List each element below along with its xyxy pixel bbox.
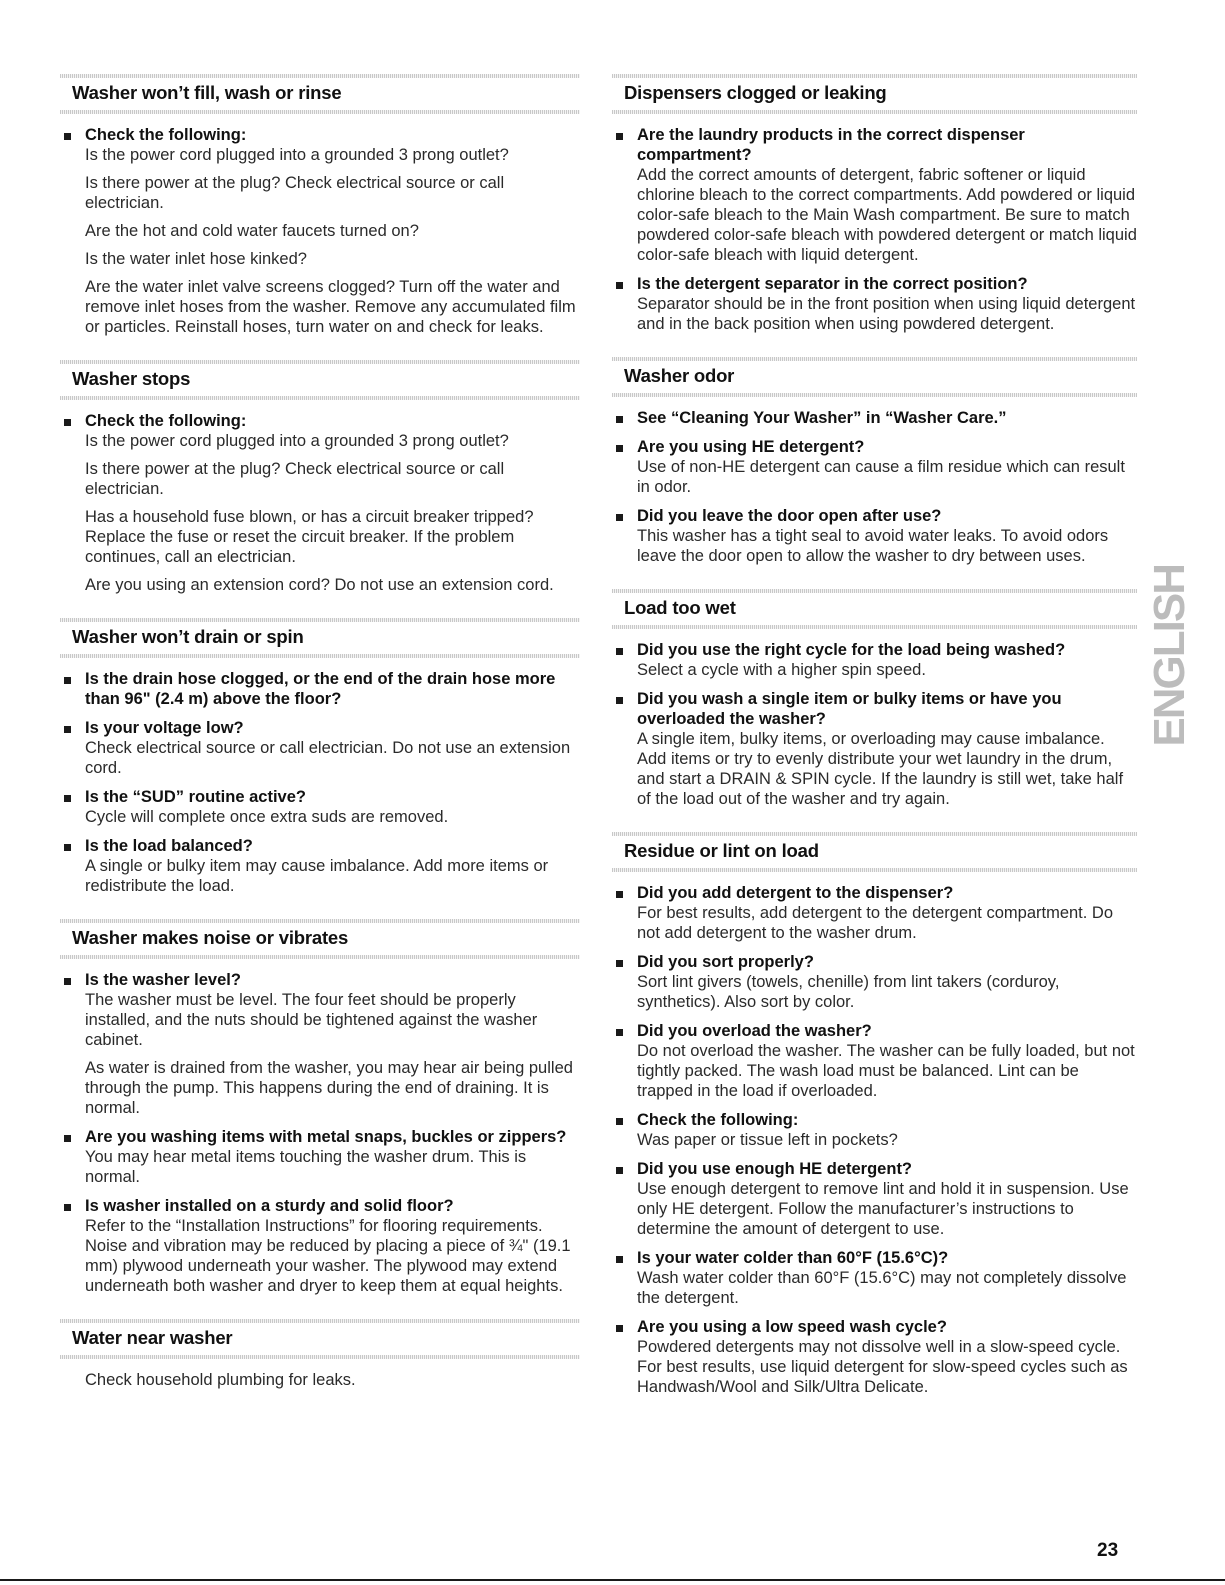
troubleshooting-section — [612, 74, 1137, 357]
list-item — [612, 1159, 1137, 1239]
troubleshooting-section — [60, 919, 580, 1319]
answer-text: Use enough detergent to remove lint and hold it in suspension. Use only HE detergent. Follow the manufacturer’s instructions to determine the amount of detergent to use. — [637, 1180, 1129, 1238]
bottom-rule — [0, 1579, 1225, 1581]
list-item — [612, 952, 1137, 1012]
answer-text: Has a household fuse blown, or has a circuit breaker tripped? Replace the fuse or reset the circuit breaker. If the problem continues, call an electrician. — [85, 508, 534, 566]
square-bullet-icon — [616, 133, 623, 140]
language-tab: ENGLISH — [1145, 565, 1194, 747]
section-heading: Washer makes noise or vibrates — [60, 919, 580, 955]
list-item — [612, 125, 1137, 265]
square-bullet-icon — [616, 282, 623, 289]
list-item — [612, 1317, 1137, 1397]
list-item — [60, 970, 580, 1118]
square-bullet-icon — [616, 1325, 623, 1332]
list-item — [612, 1248, 1137, 1308]
list-item — [60, 1127, 580, 1187]
square-bullet-icon — [64, 844, 71, 851]
list-item — [612, 1021, 1137, 1101]
troubleshooting-section — [612, 357, 1137, 589]
answer-text: For best results, add detergent to the detergent compartment. Do not add detergent to the washer drum. — [637, 904, 1114, 942]
answer-text: Do not overload the washer. The washer can be fully loaded, but not tightly packed. The wash load must be balanced. Lint can be trapped in the load if overloaded. — [637, 1042, 1135, 1100]
question-text: Is your water colder than 60°F (15.6°C)? — [637, 1249, 949, 1267]
list-item — [612, 689, 1137, 809]
plain-text: Check household plumbing for leaks. — [85, 1371, 356, 1389]
question-text: Check the following: — [637, 1111, 799, 1129]
list-item — [612, 437, 1137, 497]
answer-text: A single or bulky item may cause imbalance. Add more items or redistribute the load. — [85, 857, 549, 895]
question-text: Are the laundry products in the correct dispenser compartment? — [637, 126, 1025, 164]
question-text: Are you using a low speed wash cycle? — [637, 1318, 947, 1336]
answer-text: Select a cycle with a higher spin speed. — [637, 661, 926, 679]
square-bullet-icon — [616, 960, 623, 967]
answer-text: Sort lint givers (towels, chenille) from lint takers (corduroy, synthetics). Also sort by color. — [637, 973, 1060, 1011]
answer-text: Use of non-HE detergent can cause a film residue which can result in odor. — [637, 458, 1125, 496]
section-heading: Load too wet — [612, 589, 1137, 625]
section-heading: Washer won’t drain or spin — [60, 618, 580, 654]
question-text: Are you using HE detergent? — [637, 438, 865, 456]
list-item — [60, 125, 580, 337]
question-text: Did you overload the washer? — [637, 1022, 872, 1040]
answer-text: Are the hot and cold water faucets turned on? — [85, 222, 419, 240]
answer-text: Powdered detergents may not dissolve well in a slow-speed cycle. For best results, use liquid detergent for slow-speed cycles such as Handwash/Wool and Silk/Ultra Delicate. — [637, 1338, 1128, 1396]
square-bullet-icon — [616, 891, 623, 898]
answer-text: A single item, bulky items, or overloading may cause imbalance. Add items or try to evenly distribute your wet laundry in the drum, and start a DRAIN & SPIN cycle. If the laundry is still wet, take half of the load out of the washer and try again. — [637, 730, 1124, 808]
square-bullet-icon — [64, 1135, 71, 1142]
troubleshooting-section — [612, 832, 1137, 1420]
question-text: Did you use enough HE detergent? — [637, 1160, 913, 1178]
list-item — [612, 408, 1137, 428]
troubleshooting-section — [60, 360, 580, 618]
question-text: Is your voltage low? — [85, 719, 244, 737]
answer-text: Was paper or tissue left in pockets? — [637, 1131, 898, 1149]
square-bullet-icon — [64, 1204, 71, 1211]
section-heading: Residue or lint on load — [612, 832, 1137, 868]
section-heading: Washer odor — [612, 357, 1137, 393]
question-text: Is the washer level? — [85, 971, 241, 989]
question-text: Check the following: — [85, 126, 247, 144]
square-bullet-icon — [616, 514, 623, 521]
square-bullet-icon — [616, 697, 623, 704]
section-heading: Water near washer — [60, 1319, 580, 1355]
square-bullet-icon — [616, 1118, 623, 1125]
section-heading: Dispensers clogged or leaking — [612, 74, 1137, 110]
right-column — [612, 74, 1137, 1420]
square-bullet-icon — [616, 416, 623, 423]
troubleshooting-section — [60, 618, 580, 919]
list-item — [612, 274, 1137, 334]
answer-text: Wash water colder than 60°F (15.6°C) may not completely dissolve the detergent. — [637, 1269, 1127, 1307]
square-bullet-icon — [616, 648, 623, 655]
answer-text: Check electrical source or call electrician. Do not use an extension cord. — [85, 739, 571, 777]
square-bullet-icon — [64, 677, 71, 684]
question-text: Is washer installed on a sturdy and solid floor? — [85, 1197, 454, 1215]
section-heading: Washer stops — [60, 360, 580, 396]
square-bullet-icon — [64, 419, 71, 426]
answer-text: You may hear metal items touching the washer drum. This is normal. — [85, 1148, 527, 1186]
troubleshooting-section — [612, 589, 1137, 832]
question-text: Is the “SUD” routine active? — [85, 788, 306, 806]
square-bullet-icon — [616, 1029, 623, 1036]
question-text: Is the drain hose clogged, or the end of the drain hose more than 96" (2.4 m) above the floor? — [85, 670, 556, 708]
answer-text: Are the water inlet valve screens clogged? Turn off the water and remove inlet hoses from the washer. Remove any accumulated film or particles. Reinstall hoses, turn water on and check for leaks. — [85, 278, 576, 336]
answer-text: Are you using an extension cord? Do not use an extension cord. — [85, 576, 554, 594]
square-bullet-icon — [616, 1167, 623, 1174]
answer-text: Is there power at the plug? Check electrical source or call electrician. — [85, 174, 505, 212]
question-text: Check the following: — [85, 412, 247, 430]
question-text: Did you sort properly? — [637, 953, 814, 971]
question-text: Did you use the right cycle for the load being washed? — [637, 641, 1066, 659]
list-item — [60, 718, 580, 778]
question-text: See “Cleaning Your Washer” in “Washer Care.” — [637, 409, 1007, 427]
answer-text: Is there power at the plug? Check electrical source or call electrician. — [85, 460, 505, 498]
list-item — [60, 669, 580, 709]
list-item — [612, 883, 1137, 943]
question-text: Did you wash a single item or bulky items or have you overloaded the washer? — [637, 690, 1062, 728]
list-item — [60, 836, 580, 896]
answer-text: Is the water inlet hose kinked? — [85, 250, 307, 268]
section-heading: Washer won’t fill, wash or rinse — [60, 74, 580, 110]
square-bullet-icon — [64, 795, 71, 802]
answer-text: The washer must be level. The four feet should be properly installed, and the nuts should be tightened against the washer cabinet. — [85, 991, 538, 1049]
answer-text: This washer has a tight seal to avoid water leaks. To avoid odors leave the door open to allow the washer to dry between uses. — [637, 527, 1109, 565]
left-column — [60, 74, 580, 1412]
question-text: Is the detergent separator in the correct position? — [637, 275, 1028, 293]
answer-text: Add the correct amounts of detergent, fabric softener or liquid chlorine bleach to the correct compartments. Add powdered or liquid color-safe bleach to the Main Wash compartment. Be sure to match powdered color-safe bleach with powdered detergent or match liquid color-safe bleach with liquid detergent. — [637, 166, 1137, 264]
answer-text: Refer to the “Installation Instructions” for flooring requirements. Noise and vibration may be reduced by placing a piece of ¾" (19.1 mm) plywood underneath your washer. The plywood may extend underneath both washer and dryer to keep them at equal heights. — [85, 1217, 571, 1295]
list-item — [60, 411, 580, 595]
page-number: 23 — [1097, 1540, 1119, 1561]
answer-text: Is the power cord plugged into a grounded 3 prong outlet? — [85, 432, 509, 450]
answer-text: Cycle will complete once extra suds are removed. — [85, 808, 449, 826]
question-text: Did you add detergent to the dispenser? — [637, 884, 954, 902]
list-item — [612, 506, 1137, 566]
question-text: Did you leave the door open after use? — [637, 507, 942, 525]
list-item — [612, 1110, 1137, 1150]
list-item — [60, 1196, 580, 1296]
square-bullet-icon — [64, 133, 71, 140]
troubleshooting-section — [60, 1319, 580, 1412]
troubleshooting-section — [60, 74, 580, 360]
question-text: Is the load balanced? — [85, 837, 253, 855]
answer-text: As water is drained from the washer, you may hear air being pulled through the pump. This happens during the end of draining. It is normal. — [85, 1059, 573, 1117]
square-bullet-icon — [64, 978, 71, 985]
question-text: Are you washing items with metal snaps, buckles or zippers? — [85, 1128, 567, 1146]
answer-text: Is the power cord plugged into a grounded 3 prong outlet? — [85, 146, 509, 164]
list-item — [60, 787, 580, 827]
square-bullet-icon — [64, 726, 71, 733]
square-bullet-icon — [616, 445, 623, 452]
list-item — [612, 640, 1137, 680]
answer-text: Separator should be in the front position when using liquid detergent and in the back position when using powdered detergent. — [637, 295, 1136, 333]
square-bullet-icon — [616, 1256, 623, 1263]
